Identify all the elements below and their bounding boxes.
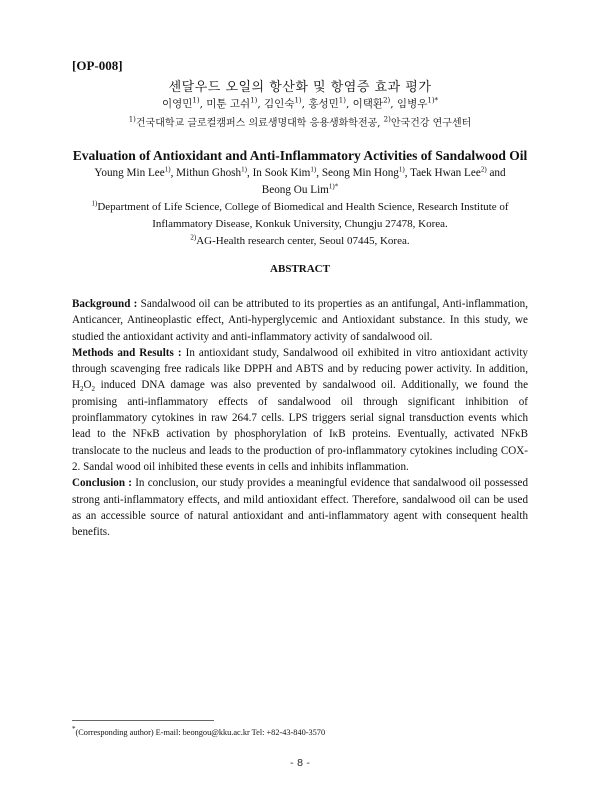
korean-author-text: , 홍성민 <box>301 98 339 110</box>
korean-author-sup: 1) <box>192 96 200 105</box>
author-sep: and <box>486 167 506 179</box>
english-affiliations <box>60 199 540 250</box>
abstract-code: [OP-008] <box>72 58 123 73</box>
korean-authors <box>60 96 540 111</box>
korean-author-sup: 2) <box>383 96 391 105</box>
methods-text: induced DNA damage was also prevented by sandalwood oil. Additionally, we found the promising anti-inflammatory effects of sandalwood oil through significant inhibition of proinflammatory cytokines in raw 264.7 cells. LPS triggers serial signal transduction events which lead to the NFκB activation by phosphorylation of IκB proteins. Eventually, activated NFκB translocate to the nucleus and leads to the production of pro-inflammatory cytokines including COX-2. Sandal wood oil inhibited these events in cells and inhibits inflammation. <box>72 379 528 473</box>
author-name: Beong Ou Lim <box>261 184 329 196</box>
methods-text: O <box>83 379 92 392</box>
background-paragraph <box>72 296 528 345</box>
korean-author-text: , 김인숙 <box>257 98 295 110</box>
author-sep: , <box>170 167 177 179</box>
affil-sup: 2) <box>383 115 391 124</box>
author-name: Taek Hwan Lee <box>410 167 481 179</box>
affiliation-2 <box>60 233 540 250</box>
author-sep: , <box>246 167 253 179</box>
author-sup: 1) <box>241 165 247 174</box>
english-title: Evaluation of Antioxidant and Anti-Inflammatory Activities of Sandalwood Oil <box>72 148 528 163</box>
korean-affiliation <box>60 114 540 129</box>
conclusion-label: Conclusion : <box>72 477 132 490</box>
korean-author-sup: 1)* <box>427 96 439 105</box>
korean-author-text: , 이택환 <box>345 98 384 110</box>
affiliation-1 <box>60 199 540 233</box>
affil-sup: 1) <box>91 199 98 208</box>
page-number: - 8 - <box>290 758 310 769</box>
author-sup: 1)* <box>328 182 339 191</box>
affil-text: AG-Health research center, Seoul 07445, Korea. <box>196 235 410 247</box>
english-authors <box>60 165 540 199</box>
author-sup: 1) <box>398 165 405 174</box>
affil-sup: 1) <box>128 115 136 124</box>
affil-text: Department of Life Science, College of Biomedical and Health Science, Research Institute of Inflammatory Disease, Konkuk University, Chungju 27478, Korea. <box>97 201 509 230</box>
author-sup: 1) <box>164 165 171 174</box>
corresponding-author-footnote <box>72 725 326 737</box>
author-name: Mithun Ghosh <box>176 167 242 179</box>
author-name: Seong Min Hong <box>321 167 399 179</box>
korean-author-sup: 1) <box>250 96 258 105</box>
footnote-sup: * <box>72 725 76 734</box>
conclusion-text: In conclusion, our study provides a meaningful evidence that sandalwood oil possessed strong anti-inflammatory effects, and mild antioxidant effect. Therefore, sandalwood oil can be used as an accessible source of natural antioxidant and anti-inflammatory agent with consequent health benefits. <box>72 477 528 539</box>
methods-paragraph <box>72 345 528 475</box>
korean-title: 센달우드 오일의 항산화 및 항염증 효과 평가 <box>168 80 432 95</box>
author-name: In Sook Kim <box>252 167 311 179</box>
korean-author-text: , 미툰 고쉬 <box>199 98 251 110</box>
abstract-body <box>72 296 528 540</box>
affil-sup: 2) <box>190 233 197 242</box>
methods-text: In antioxidant study, Sandalwood oil exhibited in vitro antioxidant activity through scavenging free radicals like DPPH and ABTS and by reducing power activity. In addition, H <box>72 346 528 392</box>
korean-author-text: 이영민 <box>161 98 193 110</box>
author-sup: 2) <box>480 165 487 174</box>
author-name: Young Min Lee <box>94 167 165 179</box>
conclusion-paragraph <box>72 475 528 540</box>
author-sep: , <box>316 167 322 179</box>
author-sup: 1) <box>310 165 317 174</box>
subscript: 2 <box>91 385 96 394</box>
footnote-divider <box>72 720 214 721</box>
background-text: Sandalwood oil can be attributed to its properties as an antifungal, Anti-inflammation, Anticancer, Antineoplastic effect, Anti-hyperglycemic and Antioxidant substance. In this study, we studied the antioxidant activity and anti-inflammatory activity of sandalwood oil. <box>72 298 528 343</box>
affil-text: 안국건강 연구센터 <box>390 118 472 129</box>
affil-text: 건국대학교 글로컬캠퍼스 의료생명대학 응용생화학전공, <box>135 118 384 129</box>
background-label: Background : <box>72 298 138 310</box>
abstract-heading: ABSTRACT <box>270 263 330 275</box>
author-sep: , <box>404 167 411 179</box>
korean-author-sup: 1) <box>294 96 302 105</box>
subscript: 2 <box>80 385 84 394</box>
korean-author-text: , 임병우 <box>390 98 428 110</box>
footnote-text: (Corresponding author) E-mail: beongou@kku.ac.kr Tel: +82-43-840-3570 <box>75 728 326 737</box>
korean-author-sup: 1) <box>338 96 346 105</box>
methods-label: Methods and Results : <box>72 346 182 359</box>
